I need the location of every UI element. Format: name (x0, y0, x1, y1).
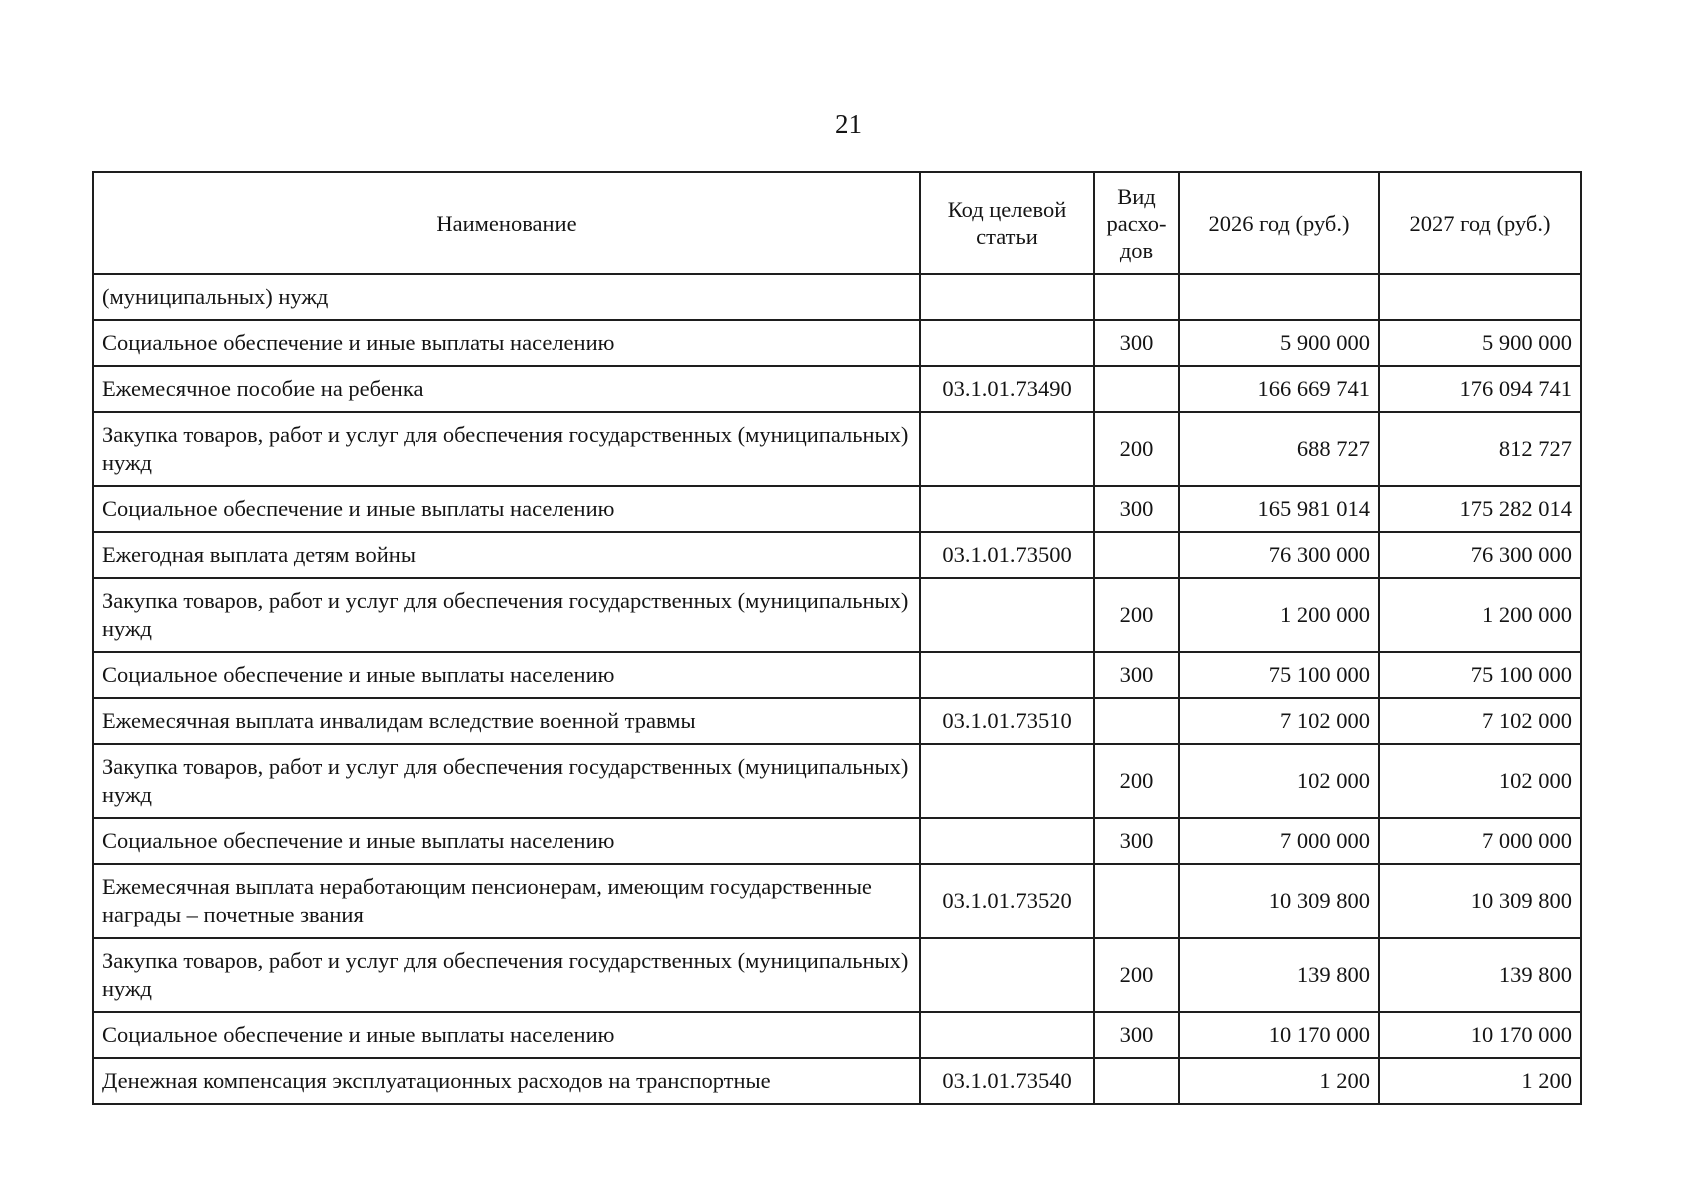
cell-name: Закупка товаров, работ и услуг для обеспечения государственных (муниципальных) нужд (93, 412, 920, 486)
cell-2026: 166 669 741 (1179, 366, 1379, 412)
cell-code (920, 274, 1094, 320)
table-row (93, 366, 1581, 412)
cell-code (920, 652, 1094, 698)
cell-code: 03.1.01.73540 (920, 1058, 1094, 1104)
cell-2026: 165 981 014 (1179, 486, 1379, 532)
cell-2027: 7 000 000 (1379, 818, 1581, 864)
cell-code (920, 744, 1094, 818)
cell-type: 200 (1094, 578, 1179, 652)
cell-2026: 139 800 (1179, 938, 1379, 1012)
cell-code (920, 1012, 1094, 1058)
cell-name: Закупка товаров, работ и услуг для обеспечения государственных (муниципальных) нужд (93, 744, 920, 818)
cell-2026: 75 100 000 (1179, 652, 1379, 698)
cell-2027: 102 000 (1379, 744, 1581, 818)
header-2026: 2026 год (руб.) (1179, 172, 1379, 274)
budget-table (92, 171, 1582, 1105)
cell-type: 300 (1094, 652, 1179, 698)
cell-type (1094, 274, 1179, 320)
table-row (93, 274, 1581, 320)
cell-2027: 175 282 014 (1379, 486, 1581, 532)
header-type: Вид расхо-дов (1094, 172, 1179, 274)
table-row (93, 698, 1581, 744)
cell-type (1094, 698, 1179, 744)
table-row (93, 864, 1581, 938)
cell-name: Ежегодная выплата детям войны (93, 532, 920, 578)
cell-type: 200 (1094, 412, 1179, 486)
cell-name: Денежная компенсация эксплуатационных расходов на транспортные (93, 1058, 920, 1104)
cell-name: Ежемесячная выплата инвалидам вследствие военной травмы (93, 698, 920, 744)
cell-2027: 1 200 000 (1379, 578, 1581, 652)
cell-2027 (1379, 274, 1581, 320)
cell-code: 03.1.01.73520 (920, 864, 1094, 938)
table-row (93, 412, 1581, 486)
cell-type: 200 (1094, 744, 1179, 818)
cell-name: Социальное обеспечение и иные выплаты населению (93, 320, 920, 366)
cell-name: Ежемесячная выплата неработающим пенсионерам, имеющим государственные награды – почетные звания (93, 864, 920, 938)
cell-2026: 1 200 000 (1179, 578, 1379, 652)
cell-code: 03.1.01.73510 (920, 698, 1094, 744)
table-row (93, 818, 1581, 864)
cell-type: 300 (1094, 486, 1179, 532)
cell-code (920, 938, 1094, 1012)
cell-2026 (1179, 274, 1379, 320)
table-row (93, 1058, 1581, 1104)
cell-code (920, 320, 1094, 366)
cell-name: Закупка товаров, работ и услуг для обеспечения государственных (муниципальных) нужд (93, 578, 920, 652)
table-row (93, 486, 1581, 532)
cell-type: 300 (1094, 320, 1179, 366)
header-2027: 2027 год (руб.) (1379, 172, 1581, 274)
cell-2026: 7 102 000 (1179, 698, 1379, 744)
cell-type (1094, 532, 1179, 578)
cell-code (920, 818, 1094, 864)
cell-name: (муниципальных) нужд (93, 274, 920, 320)
cell-code (920, 412, 1094, 486)
cell-2026: 102 000 (1179, 744, 1379, 818)
cell-type: 200 (1094, 938, 1179, 1012)
cell-2026: 10 309 800 (1179, 864, 1379, 938)
page-number: 21 (835, 109, 862, 139)
cell-type: 300 (1094, 1012, 1179, 1058)
cell-2027: 5 900 000 (1379, 320, 1581, 366)
cell-type (1094, 366, 1179, 412)
table-row (93, 1012, 1581, 1058)
table-row (93, 744, 1581, 818)
cell-code (920, 486, 1094, 532)
cell-code: 03.1.01.73500 (920, 532, 1094, 578)
cell-2027: 812 727 (1379, 412, 1581, 486)
table-row (93, 938, 1581, 1012)
cell-2026: 7 000 000 (1179, 818, 1379, 864)
cell-2027: 1 200 (1379, 1058, 1581, 1104)
table-row (93, 652, 1581, 698)
cell-2026: 76 300 000 (1179, 532, 1379, 578)
cell-2027: 7 102 000 (1379, 698, 1581, 744)
table-header-row (93, 172, 1581, 274)
header-name: Наименование (93, 172, 920, 274)
cell-2026: 5 900 000 (1179, 320, 1379, 366)
cell-2027: 75 100 000 (1379, 652, 1581, 698)
cell-2027: 139 800 (1379, 938, 1581, 1012)
table-row (93, 578, 1581, 652)
cell-name: Социальное обеспечение и иные выплаты населению (93, 486, 920, 532)
header-code: Код целевой статьи (920, 172, 1094, 274)
cell-2027: 176 094 741 (1379, 366, 1581, 412)
cell-2026: 10 170 000 (1179, 1012, 1379, 1058)
cell-type (1094, 864, 1179, 938)
cell-type (1094, 1058, 1179, 1104)
cell-name: Ежемесячное пособие на ребенка (93, 366, 920, 412)
cell-2027: 76 300 000 (1379, 532, 1581, 578)
table-row (93, 320, 1581, 366)
cell-code: 03.1.01.73490 (920, 366, 1094, 412)
cell-2026: 1 200 (1179, 1058, 1379, 1104)
cell-code (920, 578, 1094, 652)
cell-name: Социальное обеспечение и иные выплаты населению (93, 818, 920, 864)
table-row (93, 532, 1581, 578)
cell-type: 300 (1094, 818, 1179, 864)
cell-name: Социальное обеспечение и иные выплаты населению (93, 1012, 920, 1058)
cell-name: Социальное обеспечение и иные выплаты населению (93, 652, 920, 698)
cell-2027: 10 170 000 (1379, 1012, 1581, 1058)
cell-2027: 10 309 800 (1379, 864, 1581, 938)
cell-name: Закупка товаров, работ и услуг для обеспечения государственных (муниципальных) нужд (93, 938, 920, 1012)
cell-2026: 688 727 (1179, 412, 1379, 486)
